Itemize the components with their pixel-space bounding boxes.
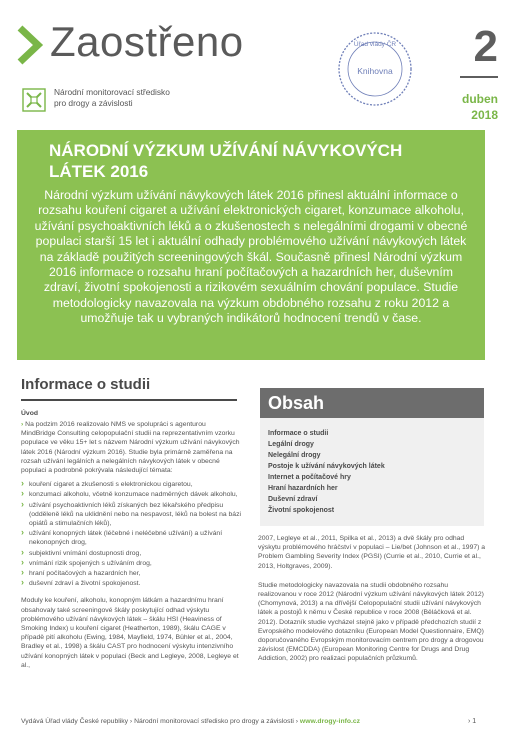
website-link[interactable]: www.drogy-info.cz	[299, 718, 361, 725]
list-item: › duševní zdraví a životní spokojenost.	[21, 579, 241, 588]
banner-text: Národní výzkum užívání návykových látek 2016 přinesl aktuální informace o rozsahu kouření cigaret a užívání elektronických cigaret, konzumace alkoholu, užívání psychoaktivních léků a o zkušenostech s nelegálními drogami v obecné populaci starší 15 let i aktuální odhady problémového užívání návykových látek na základě použitých screeningových škál. Současně přinesl Národní výzkum 2016 informace o rozsahu hraní počítačových a hazardních her, duševním zdraví, životní spokojenosti a rizikovém sexuálním chování populace. Studie metodologicky navazovala na výzkum obdobného rozsahu z roku 2012 a umožňuje tak u vybraných indikátorů hodnocení trendů v čase.	[34, 188, 468, 326]
subheading: Úvod	[21, 410, 38, 417]
list-item: › konzumaci alkoholu, včetně konzumace nadměrných dávek alkoholu,	[21, 490, 241, 499]
list-item: › vnímání rizik spojených s užíváním drog,	[21, 559, 241, 568]
intro-banner	[17, 130, 485, 360]
toc-item[interactable]: Nelegální drogy	[268, 452, 321, 459]
stamp-top-text: Úřad vlády ČR	[353, 41, 397, 48]
chevron-marker-icon: ›	[21, 421, 26, 428]
list-item: › užívání konopných látek (léčebné i neléčebné užívání) a užívání nekonopných drog,	[21, 529, 241, 547]
issue-number: 2	[473, 22, 498, 71]
closing-paragraph: Moduly ke kouření, alkoholu, konopným látkám a hazardnímu hraní obsahovaly také screeningové škály poskytující odhad výskytu problémového užívání návykových látek – škálu HSI (Heaviness of Smoking Index) u kouření cigaret (Heatherton, 1989), škálu CAGE v případě pití alkoholu (Ewing, 1984, Mayfield, 1974, Bühler et al., 2004, Bradley et al., 1998) a škálu CAST pro hodnocení výskytu intenzivního užívání konopných látek v populaci (Beck and Legleye, 2008, Legleye et al.,	[21, 597, 239, 669]
toc-list	[260, 418, 484, 516]
toc-item[interactable]: Legální drogy	[268, 441, 314, 448]
section-divider	[21, 399, 237, 401]
masthead	[14, 16, 314, 76]
issue-divider	[460, 76, 498, 78]
nms-logo-icon	[22, 88, 46, 112]
toc-item[interactable]: Duševní zdraví	[268, 496, 318, 503]
toc-item[interactable]: Postoje k užívání návykových látek	[268, 463, 385, 470]
banner-title: NÁRODNÍ VÝZKUM UŽÍVÁNÍ NÁVYKOVÝCH LÁTEK 2016	[49, 141, 403, 181]
right-column-text	[258, 534, 486, 664]
study-info-section	[21, 376, 241, 670]
lead-text: Na podzim 2016 realizovalo NMS ve spolupráci s agenturou MindBridge Consulting celopopulační studii na reprezentativním vzorku populace ve věku 15+ let s názvem Národní výzkum užívání návykových látek 2016 (Národní výzkum 2016). Studie byla primárně zaměřena na rozsah užívání legálních a nelegálních návykových látek v obecné populaci a podrobně pokrývala následující témata:	[21, 421, 240, 475]
list-item: › hraní počítačových a hazardních her,	[21, 569, 241, 578]
stamp-middle-text: Knihovna	[357, 66, 393, 76]
list-item: › kouření cigaret a zkušenosti s elektronickou cigaretou,	[21, 480, 241, 489]
list-item: › užívání psychoaktivních léků získaných bez lékařského předpisu (odděleně léků na uklidnění nebo na nespavost, léků na bolest na bázi opiátů a stimulačních léků),	[21, 501, 241, 529]
topic-list	[21, 480, 241, 588]
toc-item[interactable]: Hraní hazardních her	[268, 485, 338, 492]
toc-title: Obsah	[260, 388, 484, 418]
list-item: › subjektivní vnímání dostupnosti drog,	[21, 549, 241, 558]
chevron-right-icon	[14, 24, 44, 66]
table-of-contents	[260, 388, 484, 526]
publisher-text: Vydává Úřad vlády České republiky › Národní monitorovací středisko pro drogy a závislosti ›	[21, 718, 299, 725]
lead-paragraph	[21, 420, 241, 475]
footer	[0, 716, 510, 732]
masthead-title: Zaostřeno	[50, 18, 244, 65]
paragraph: 2007, Legleye et al., 2011, Spilka et al., 2013) a dvě škály pro odhad výskytu problémového hráčství v populaci – Lie/bet (Johnson et al., 1997) a Problem Gambling Severity Index (PGSI) (Currie et al., 2010, Currie et al., 2013, Holtgraves, 2009).	[258, 535, 486, 570]
org-name: Národní monitorovací středisko pro drogy a závislosti	[54, 87, 170, 108]
paragraph: Studie metodologicky navazovala na studii obdobného rozsahu realizovanou v roce 2012 (Národní výzkum užívání návykových látek 2012) (Chomynová, 2013) a na dřívější Celopopulační studii užívání návykových látek a postojů k němu v České republice v roce 2008 (Běláčková et al. 2012). Dotazník studie vycházel stejně jako v případě předchozích studií z Evropského modelového dotazníku (European Model Questionnaire, EMQ) doporučovaného Evropským monitorovacím centrem pro drogy a drogovou závislost (EMCDDA) (European Monitoring Centre for Drugs and Drug Addiction, 2002) pro realizaci populačních průzkumů.	[258, 581, 484, 663]
page-number: › 1	[468, 718, 477, 725]
toc-item[interactable]: Životní spokojenost	[268, 507, 335, 514]
toc-item[interactable]: Informace o studii	[268, 430, 329, 437]
issue-year: 2018	[471, 108, 498, 122]
library-stamp-icon	[336, 30, 414, 108]
issue-month: duben	[462, 92, 498, 106]
footer-text	[21, 718, 360, 725]
toc-item[interactable]: Internet a počítačové hry	[268, 474, 351, 481]
section-title: Informace o studii	[21, 376, 151, 393]
